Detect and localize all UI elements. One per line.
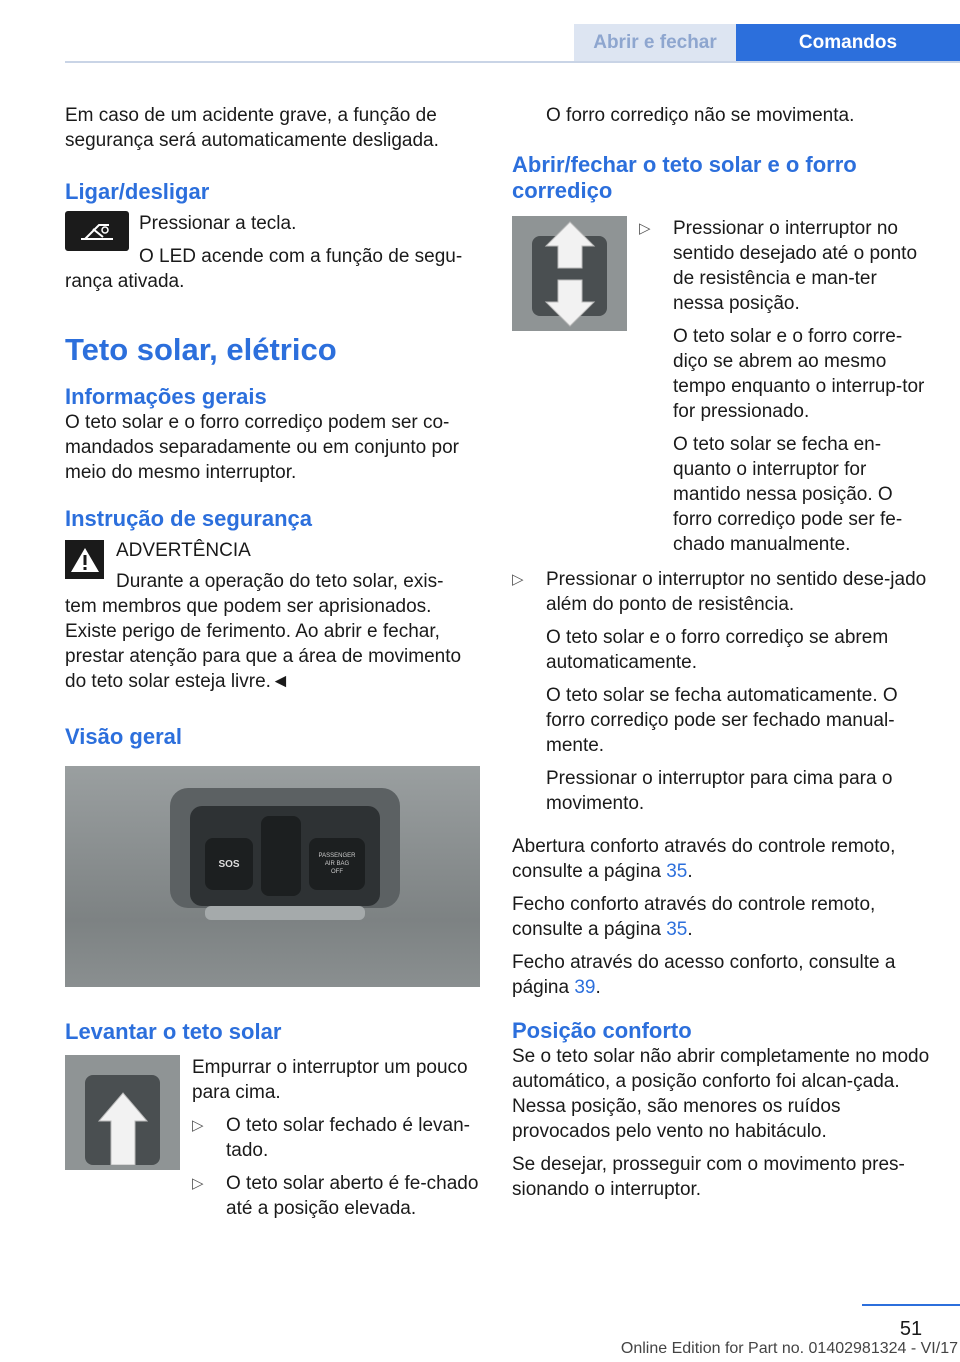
page-number: 51	[899, 1318, 923, 1340]
bullet-triangle-icon: ▷	[192, 1175, 204, 1192]
open-bullet-1: ▷ Pressionar o interruptor no sentido desejado até o ponto de resistência e man-ter nessa posição. O teto solar e o forro corre-diço se abrem ao mesmo tempo enquanto o interrup-tor for pressionado. O teto solar se fecha en-quanto o interruptor for mantido nessa posição. O forro corrediço pode ser fe-chado manualmente.	[639, 218, 925, 555]
info-title: Informações gerais	[65, 384, 267, 409]
top-text: O forro corrediço não se movimenta.	[546, 105, 855, 126]
left-column	[65, 103, 480, 1221]
raise-bullet-1: ▷ O teto solar fechado é levan-tado.	[192, 1115, 470, 1161]
roof-switch	[261, 816, 301, 896]
page-link-39[interactable]: 39	[574, 977, 596, 998]
access-close-text: Fecho através do acesso conforto, consulte a página 39.	[512, 952, 896, 998]
comfort-text-1: Se o teto solar não abrir completamente no modo automático, a posição conforto foi alcan-çada. Nessa posição, são menores os ruídos provocados pelo vento no habitáculo.	[512, 1046, 930, 1142]
comfort-text-2: Se desejar, prosseguir com o movimento pres-sionando o interruptor.	[512, 1154, 905, 1200]
ligar-line2: O LED acende com a função de segu-	[139, 246, 463, 267]
remote-close-text: Fecho conforto através do controle remoto, consulte a página 35.	[512, 894, 876, 940]
warning-label: ADVERTÊNCIA	[116, 540, 251, 561]
header-rule	[65, 61, 960, 63]
safety-title: Instrução de segurança	[65, 506, 312, 531]
bullet-triangle-icon: ▷	[639, 220, 651, 237]
ligar-line3: rança ativada.	[65, 271, 185, 292]
console-image	[65, 766, 480, 987]
tab-abrir-e-fechar[interactable]: Abrir e fechar	[574, 24, 736, 61]
footer-rule	[862, 1304, 960, 1306]
comfort-title: Posição conforto	[512, 1018, 692, 1043]
open-bullet-2: ▷ Pressionar o interruptor no sentido dese-jado além do ponto de resistência. O teto solar e o forro corrediço se abrem automaticamente. O teto solar se fecha automaticamente. O forro corrediço pode ser fechado manual-mente. Pressionar o interruptor para cima para o movimento.	[512, 569, 927, 814]
open-close-switch-image	[512, 216, 627, 331]
intro-text: Em caso de um acidente grave, a função de segurança será automaticamente desligada.	[65, 105, 439, 151]
remote-open-text: Abertura conforto através do controle remoto, consulte a página 35.	[512, 836, 896, 882]
overview-title: Visão geral	[65, 724, 182, 749]
passenger-airbag-icon	[65, 211, 129, 251]
bullet-triangle-icon: ▷	[512, 571, 524, 588]
right-column	[512, 103, 932, 1202]
open-close-title: Abrir/fechar o teto solar e o forro corrediço	[512, 152, 857, 203]
passenger-airbag-indicator: PASSENGER AIR BAG OFF	[309, 838, 365, 890]
ligar-title: Ligar/desligar	[65, 179, 210, 204]
warning-line1: Durante a operação do teto solar, exis-	[116, 571, 444, 592]
raise-bullet-2: ▷ O teto solar aberto é fe-chado até a posição elevada.	[192, 1173, 479, 1219]
chapter-title: Teto solar, elétrico	[65, 332, 337, 367]
warning-icon	[65, 540, 104, 579]
page-link-35[interactable]: 35	[666, 861, 688, 882]
raise-switch-image	[65, 1055, 180, 1170]
ligar-line1: Pressionar a tecla.	[139, 213, 297, 234]
warning-text: tem membros que podem ser aprisionados. Existe perigo de ferimento. Ao abrir e fechar, prestar atenção para que a área de movimento do teto solar esteja livre.◄	[65, 596, 462, 692]
page-link-35-close[interactable]: 35	[666, 919, 688, 940]
tab-comandos[interactable]: Comandos	[736, 24, 960, 61]
bullet-triangle-icon: ▷	[192, 1117, 204, 1134]
edition-footer: Online Edition for Part no. 01402981324 - VI/17	[620, 1340, 958, 1357]
sos-button: SOS	[205, 838, 253, 890]
raise-title: Levantar o teto solar	[65, 1019, 282, 1044]
raise-text: Empurrar o interruptor um pouco para cima.	[192, 1057, 468, 1103]
info-text: O teto solar e o forro corrediço podem ser co-mandados separadamente ou em conjunto por meio do mesmo interruptor.	[65, 412, 459, 483]
